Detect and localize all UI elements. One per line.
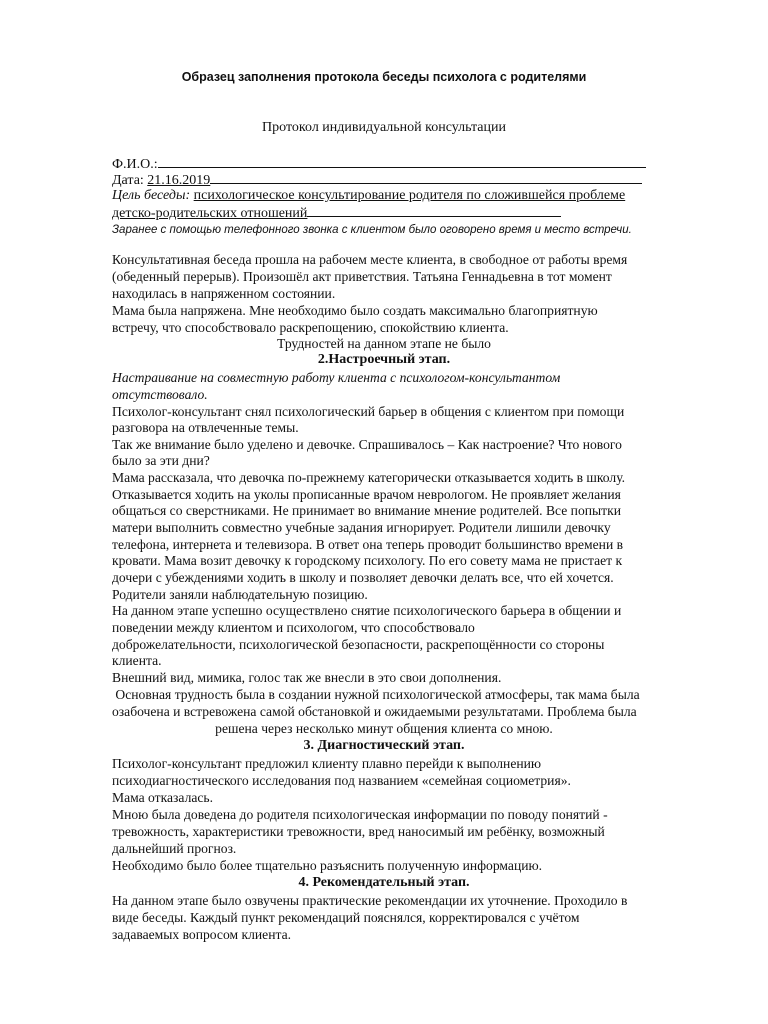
stage2-line: общаться со сверстниками. Не принимает во внимание мнение родителей. Все попытки <box>112 503 621 518</box>
stage2-center-line: решена через несколько минут общения клиента со мною. <box>215 721 553 736</box>
stage2-line: разговора на отвлеченные темы. <box>112 420 299 435</box>
fio-blank-line <box>158 155 646 168</box>
stage2-line: дочери с убеждениями ходить в школу и позволяет девочки делать все, что ей хочется. <box>112 570 614 585</box>
stage2-line: Основная трудность была в создании нужной психологической атмосферы, так мама была <box>112 687 640 702</box>
intro-line: Мама была напряжена. Мне необходимо было создать максимально благоприятную <box>112 303 598 318</box>
stage2-line: матери выполнить совместно учебные задания игнорирует. Родители лишили девочку <box>112 520 611 535</box>
stage2-line: Мама рассказала, что девочка по-прежнему категорически отказывается ходить в школу. <box>112 470 626 485</box>
stage2-line: поведении между клиентом и психологом, что способствовало <box>112 620 475 635</box>
stage2-line: телефона, интернета и телевизора. В ответ она теперь проводит большинство времени в <box>112 537 624 552</box>
goal-label: Цель беседы: <box>112 188 191 203</box>
date-label: Дата: <box>112 173 144 188</box>
stage2-line: Отказывается ходить на уколы прописанные врачом неврологом. Не проявляет желания <box>112 487 621 502</box>
stage2-heading: 2.Настроечный этап. <box>317 352 451 367</box>
goal-blank-line <box>307 204 561 217</box>
stage2-line: озабочена и встревожена самой обстановкой и ожидаемыми результатами. Проблема была <box>112 704 637 719</box>
stage2-italic-line: Настраивание на совместную работу клиента с психологом-консультантом <box>112 370 561 385</box>
stage2-italic-line: отсутствовало. <box>112 387 208 402</box>
intro-line: Консультативная беседа прошла на рабочем месте клиента, в свободное от работы время <box>112 252 628 267</box>
stage2-line: На данном этапе успешно осуществлено снятие психологического барьера в общении и <box>112 603 622 618</box>
stage3-line: психодиагностического исследования под названием «семейная социометрия». <box>112 773 571 788</box>
stage2-line: кровати. Мама возит девочку к городскому психологу. По его совету мама не пристает к <box>112 553 623 568</box>
stage4-line: виде беседы. Каждый пункт рекомендаций пояснялся, корректировался с учётом <box>112 910 580 925</box>
goal-line-1: психологическое консультирование родителя по сложившейся проблеме <box>193 188 626 203</box>
goal-row <box>112 188 625 204</box>
stage3-line: Необходимо было более тщательно разъяснить полученную информацию. <box>112 858 543 873</box>
stage3-line: Мама отказалась. <box>112 790 214 805</box>
protocol-title: Протокол индивидуальной консультации <box>262 120 506 135</box>
stage3-heading: 3. Диагностический этап. <box>303 738 465 753</box>
stage2-line: Психолог-консультант снял психологический барьер в общения с клиентом при помощи <box>112 404 625 419</box>
sample-title: Образец заполнения протокола беседы психолога с родителями <box>181 70 587 84</box>
stage2-line: Родители заняли наблюдательную позицию. <box>112 587 368 602</box>
date-value: 21.16.2019 <box>147 173 211 188</box>
goal-note: Заранее с помощью телефонного звонка с клиентом было оговорено время и место встречи. <box>112 224 632 236</box>
stage3-line: Психолог-консультант предложил клиенту плавно перейди к выполнению <box>112 756 542 771</box>
date-row <box>112 171 642 189</box>
intro-center-line: Трудностей на данном этапе не было <box>277 336 491 351</box>
stage3-line: Мною была доведена до родителя психологическая информации по поводу понятий - <box>112 807 608 822</box>
stage3-line: дальнейший прогноз. <box>112 841 237 856</box>
stage4-line: На данном этапе было озвучены практические рекомендации их уточнение. Проходило в <box>112 893 628 908</box>
fio-label: Ф.И.О.: <box>112 157 158 172</box>
stage2-line: доброжелательности, психологической безопасности, раскрепощённости со стороны <box>112 637 605 652</box>
goal-line-2: детско-родительских отношений <box>112 206 308 221</box>
intro-line: находилась в напряженном состоянии. <box>112 286 336 301</box>
stage3-line: тревожность, характеристики тревожности, вред наносимый им ребёнку, возможный <box>112 824 605 839</box>
stage4-line: задаваемых вопросом клиента. <box>112 927 292 942</box>
goal-row-2 <box>112 204 561 222</box>
stage4-heading: 4. Рекомендательный этап. <box>298 875 470 890</box>
stage2-line: Так же внимание было уделено и девочке. Спрашивалось – Как настроение? Что нового <box>112 437 622 452</box>
date-blank-line <box>210 171 642 184</box>
intro-line: (обеденный перерыв). Произошёл акт приветствия. Татьяна Геннадьевна в тот момент <box>112 269 612 284</box>
stage2-line: клиента. <box>112 653 162 668</box>
intro-line: встречу, что способствовало раскрепощению, спокойствию клиента. <box>112 320 509 335</box>
stage2-line: было за эти дни? <box>112 453 210 468</box>
stage2-line: Внешний вид, мимика, голос так же внесли в это свои дополнения. <box>112 670 502 685</box>
